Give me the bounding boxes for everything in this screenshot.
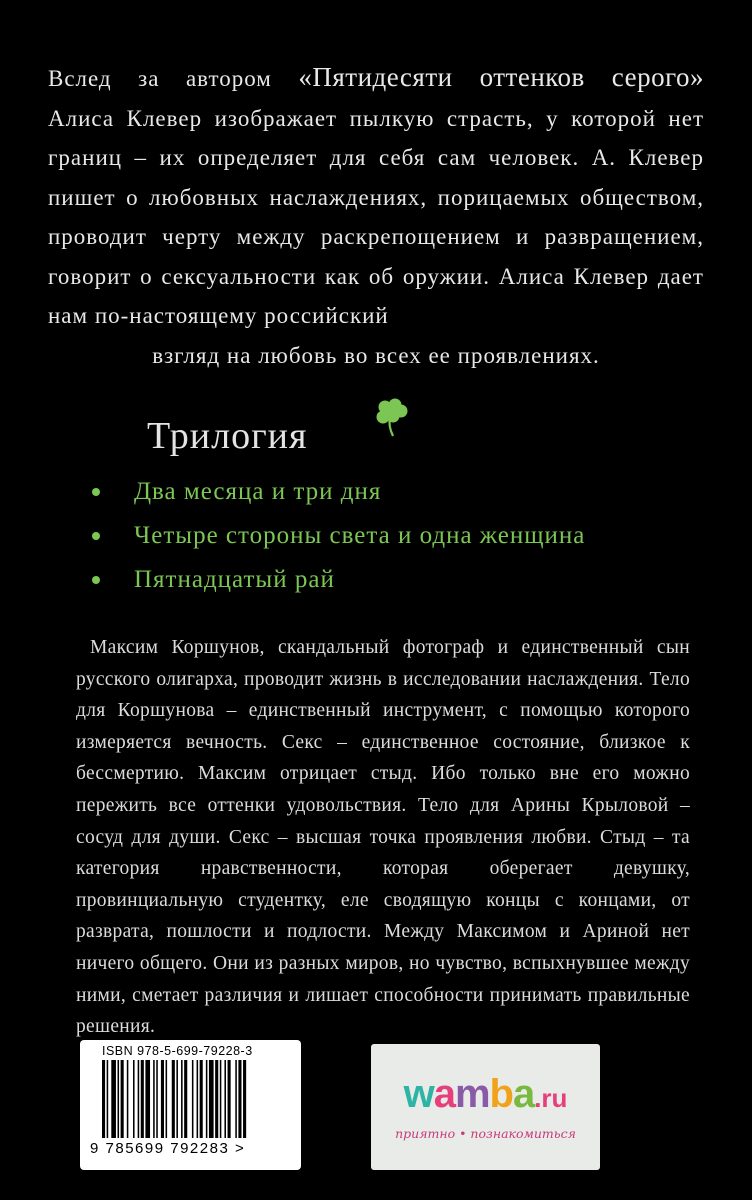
barcode-bar	[121, 1060, 124, 1138]
trilogy-title: Трилогия	[147, 415, 308, 457]
barcode-bar	[138, 1060, 140, 1138]
bullet-icon	[92, 576, 100, 584]
barcode-bar	[102, 1060, 105, 1138]
wamba-logo-letter: w	[403, 1072, 434, 1116]
barcode-bar	[215, 1060, 218, 1138]
wamba-logo-letter: b	[489, 1072, 513, 1116]
barcode-bar	[224, 1060, 226, 1138]
barcode-bar	[206, 1060, 208, 1138]
trilogy-book-list	[92, 470, 585, 602]
wamba-banner	[371, 1044, 600, 1170]
barcode-bar	[235, 1060, 237, 1138]
wamba-logo-letter: m	[454, 1072, 490, 1116]
intro-paragraph	[48, 58, 704, 375]
book-title: Пятнадцатый рай	[134, 566, 335, 593]
barcode-bar	[153, 1060, 155, 1138]
book-item	[92, 558, 585, 602]
barcode-bar	[118, 1060, 120, 1138]
barcode-bar	[172, 1060, 175, 1138]
book-item	[92, 470, 585, 514]
clover-icon	[371, 396, 413, 438]
wamba-tagline: приятно • познакомиться	[395, 1126, 576, 1141]
synopsis-paragraph: Максим Коршунов, скандальный фотограф и единственный сын русского олигарха, проводит жизнь в исследовании наслаждения. Тело для Коршунова – единственный инструмент, с помощью которого измеряется вечность. Секс – единственное состояние, близкое к бессмертию. Максим отрицает стыд. Ибо только вне его можно пережить все оттенки удовольствия. Тело для Арины Крыловой – сосуд для души. Секс – высшая точка проявления любви. Стыд – та категория нравственности, которая оберегает девушку, провинциальную студентку, еле сводящую концы с концами, от разврата, пошлости и подлости. Между Максимом и Ариной нет ничего общего. Они из разных миров, но чувство, вспыхнувшее между ними, сметает различия и лишает способности принимать правильные решения.	[76, 637, 690, 1038]
barcode-bar	[184, 1060, 187, 1138]
barcode-bar	[145, 1060, 150, 1138]
barcode-bar	[176, 1060, 178, 1138]
barcode-bar	[133, 1060, 135, 1138]
intro-lead-line	[48, 58, 704, 99]
barcode-bar	[192, 1060, 194, 1138]
book-item	[92, 514, 585, 558]
barcode-bar	[243, 1060, 246, 1138]
wamba-logo-letter: a	[512, 1072, 535, 1116]
barcode-bar	[197, 1060, 199, 1138]
barcode-bar	[161, 1060, 164, 1138]
barcode-bar	[156, 1060, 158, 1138]
barcode-bar	[181, 1060, 183, 1138]
intro-last-line: взгляд на любовь во всех ее проявлениях.	[152, 342, 600, 368]
barcode-bars	[102, 1060, 286, 1138]
barcode-bar	[166, 1060, 168, 1138]
bullet-icon	[92, 488, 100, 496]
barcode-bar	[127, 1060, 129, 1138]
barcode-panel	[80, 1040, 301, 1170]
barcode-bar	[238, 1060, 241, 1138]
barcode-bar	[209, 1060, 214, 1138]
intro-body: Алиса Клевер изображает пылкую страсть, у которой нет границ – их определяет для себя сам человек. А. Клевер пишет о любовных наслаждениях, порицаемых обществом, проводит черту между раскрепощением и развращением, говорит о сексуальности как об оружии. Алиса Клевер дает нам по-настоящему российский	[48, 105, 704, 328]
barcode-bar	[228, 1060, 231, 1138]
wamba-logo-suffix: .ru	[534, 1083, 568, 1113]
barcode-digits: 9 785699 792283 >	[90, 1140, 246, 1157]
barcode-bar	[200, 1060, 203, 1138]
barcode-bar	[111, 1060, 116, 1138]
wamba-logo-letter: a	[433, 1072, 455, 1116]
book-title: Два месяца и три дня	[134, 478, 382, 505]
wamba-logo	[371, 1072, 600, 1117]
barcode-bar	[107, 1060, 109, 1138]
bullet-icon	[92, 532, 100, 540]
intro-lead-start: Вслед за автором	[48, 66, 299, 91]
barcode-bar	[220, 1060, 222, 1138]
barcode-bar	[141, 1060, 144, 1138]
intro-highlight-title: «Пятидесяти оттенков серого»	[298, 62, 704, 92]
isbn-label: ISBN 978-5-699-79228-3	[102, 1044, 253, 1058]
book-title: Четыре стороны света и одна женщина	[134, 522, 586, 549]
